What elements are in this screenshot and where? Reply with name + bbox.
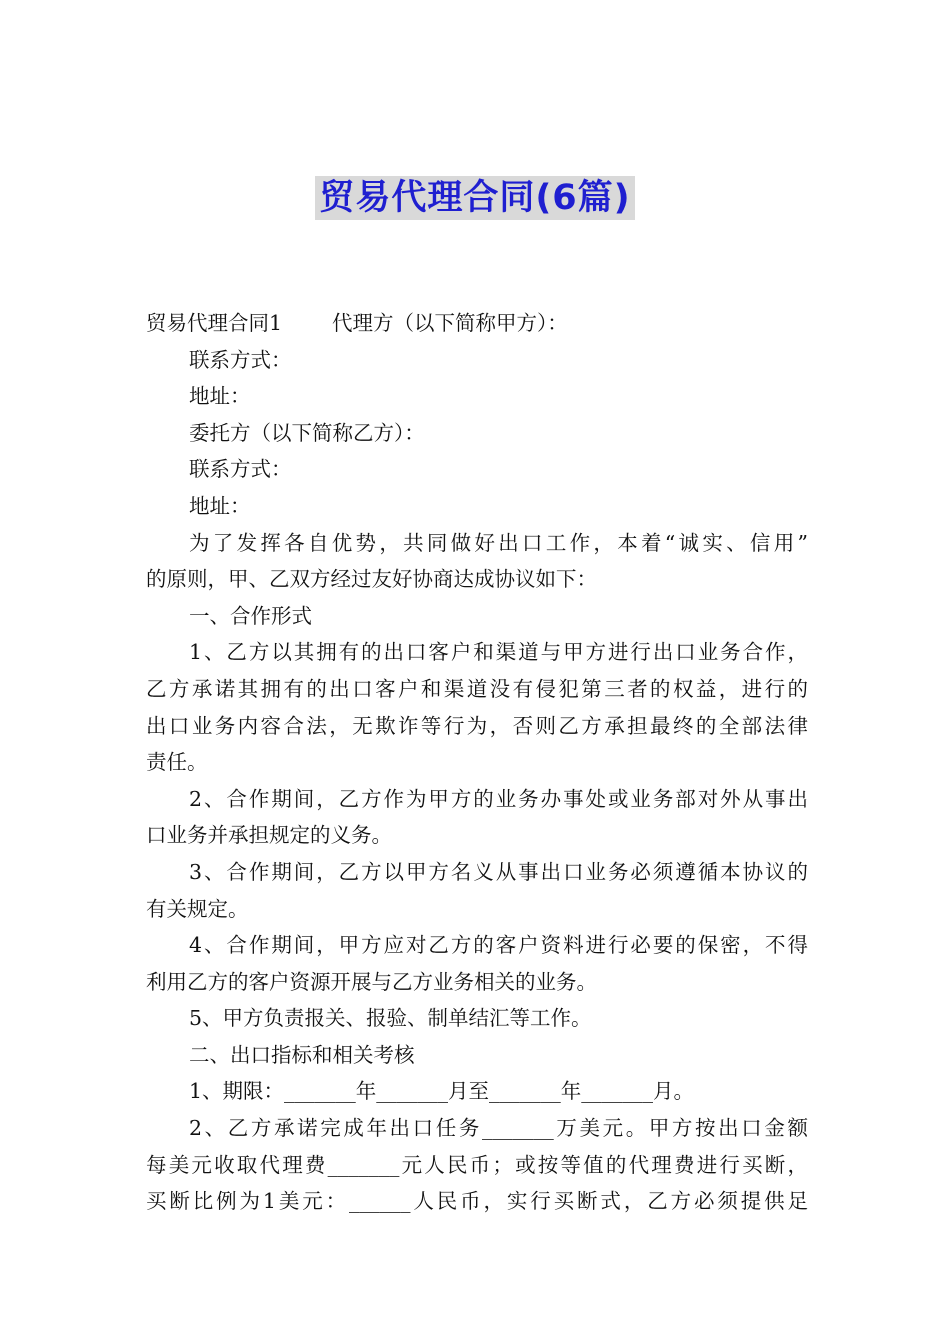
paragraph-line: 委托方（以下简称乙方）： [189, 420, 425, 445]
paragraph-line: 有关规定。 [146, 896, 249, 921]
paragraph-line: 出口业务内容合法，无欺诈等行为，否则乙方承担最终的全部法律 [146, 713, 808, 738]
paragraph-line: 1、乙方以其拥有的出口客户和渠道与甲方进行出口业务合作， [189, 640, 808, 665]
paragraph-line: 5、甲方负责报关、报验、制单结汇等工作。 [189, 1006, 592, 1031]
paragraph-line [146, 305, 808, 342]
paragraph-line: 责任。 [146, 750, 208, 775]
paragraph-line: 乙方承诺其拥有的出口客户和渠道没有侵犯第三者的权益，进行的 [146, 676, 808, 701]
paragraph-line: 2、合作期间，乙方作为甲方的业务办事处或业务部对外从事出 [189, 786, 808, 811]
paragraph-line: 4、合作期间，甲方应对乙方的客户资料进行必要的保密，不得 [189, 933, 808, 958]
paragraph-line: 地址： [189, 384, 251, 409]
paragraph-line: 每美元收取代理费_______元人民币；或按等值的代理费进行买断， [146, 1152, 808, 1177]
paragraph-line: 联系方式： [189, 457, 292, 482]
paragraph-line: 二、出口指标和相关考核 [189, 1042, 415, 1067]
title-container [0, 176, 950, 220]
paragraph-line: 2、乙方承诺完成年出口任务_______万美元。甲方按出口金额 [189, 1116, 808, 1141]
paragraph-line: 利用乙方的客户资源开展与乙方业务相关的业务。 [146, 969, 597, 994]
paragraph-line: 3、合作期间，乙方以甲方名义从事出口业务必须遵循本协议的 [189, 859, 808, 884]
paragraph-line: 为了发挥各自优势，共同做好出口工作，本着“诚实、信用” [189, 530, 808, 555]
paragraph-line: 的原则，甲、乙双方经过友好协商达成协议如下： [146, 567, 597, 592]
document-body [146, 305, 808, 1220]
paragraph-line: 一、合作形式 [189, 603, 312, 628]
paragraph-line: 地址： [189, 493, 251, 518]
section-heading: 贸易代理合同1 [146, 311, 283, 335]
paragraph-line: 联系方式： [189, 347, 292, 372]
paragraph-line: 买断比例为1美元：______人民币，实行买断式，乙方必须提供足 [146, 1189, 808, 1214]
party-a-label: 代理方（以下简称甲方）： [332, 311, 568, 335]
paragraph-line: 1、期限：_______年_______月至_______年_______月。 [189, 1079, 695, 1104]
paragraph-line: 口业务并承担规定的义务。 [146, 823, 392, 848]
document-title: 贸易代理合同(6篇) [315, 176, 634, 220]
